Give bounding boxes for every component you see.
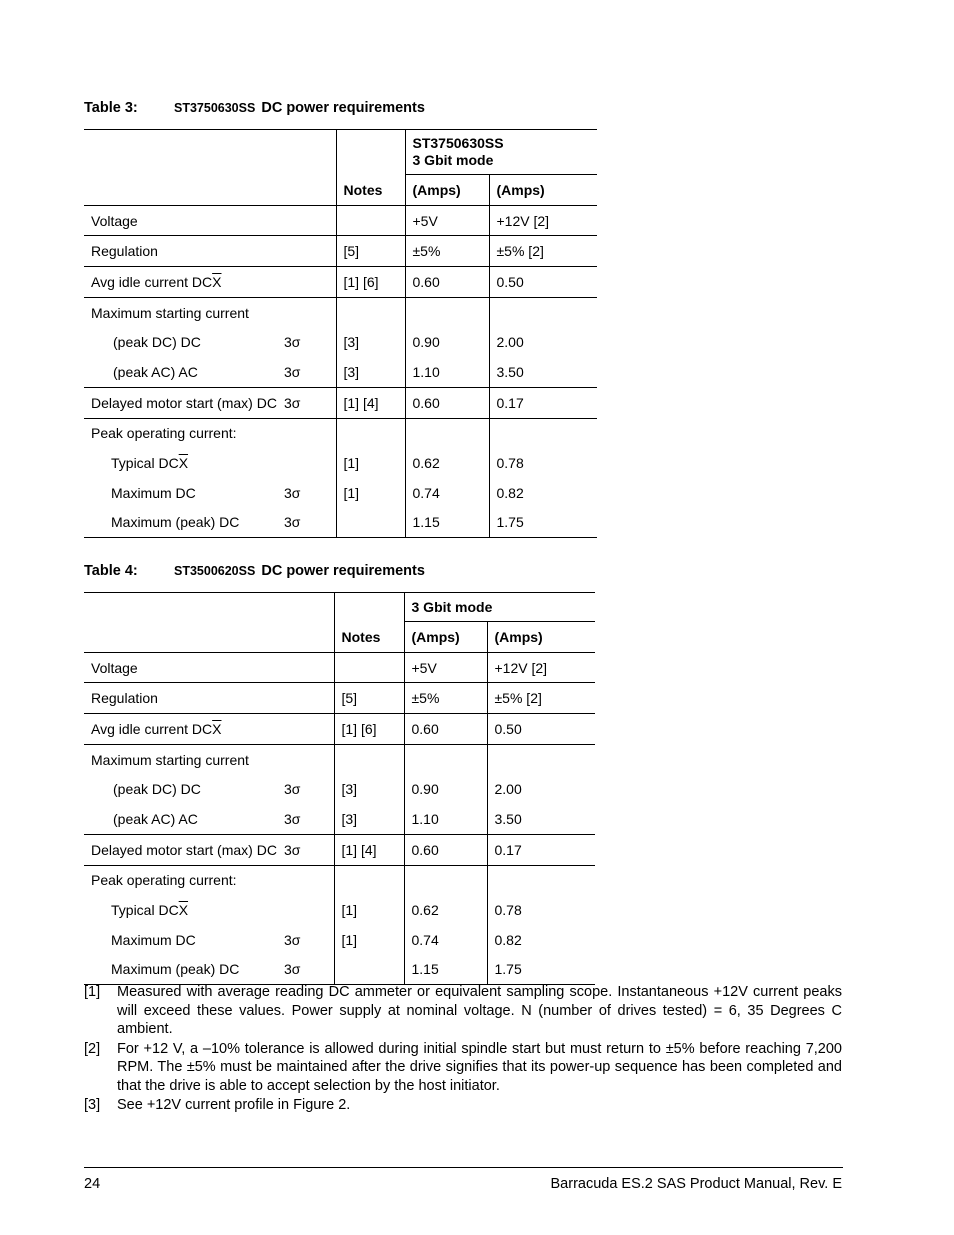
- table-row: Voltage +5V +12V [2]: [84, 205, 597, 236]
- table4-amps1-header: (Amps): [404, 622, 487, 653]
- table4-amps2-header: (Amps): [487, 622, 595, 653]
- table3-number: Table 3:: [84, 100, 138, 116]
- page-number: 24: [84, 1176, 101, 1192]
- table3-caption: [84, 100, 425, 116]
- table-row: Maximum starting current: [84, 744, 595, 774]
- table-row: Maximum (peak) DC 3σ 1.15 1.75: [84, 508, 597, 538]
- table-row: (peak DC) DC 3σ [3] 0.90 2.00: [84, 327, 597, 357]
- document-title: Barracuda ES.2 SAS Product Manual, Rev. E: [550, 1176, 842, 1192]
- table-row: Maximum starting current: [84, 297, 597, 327]
- footnote: [2] For +12 V, a –10% tolerance is allowed during initial spindle start but must return to ±5% before reaching 7,200 RPM. The ±5% must be maintained after the drive signifies that its power-up sequence has been completed and that the drive is able to accept selection by the host initiator.: [84, 1040, 842, 1094]
- table4-caption: [84, 563, 425, 579]
- table-row: Voltage +5V +12V [2]: [84, 652, 595, 683]
- table4-header-mode: 3 Gbit mode: [404, 593, 595, 622]
- table3: [84, 129, 597, 538]
- table3-amps2-header: (Amps): [489, 175, 597, 206]
- table-row: Peak operating current:: [84, 865, 595, 895]
- table-row: Delayed motor start (max) DC 3σ [1] [4] 0.60 0.17: [84, 387, 597, 418]
- table3-model: ST3750630SS: [174, 101, 256, 115]
- table4: [84, 592, 595, 985]
- table-row: Avg idle current $DC\overline{X}$ [1] [6] 0.60 0.50: [84, 714, 595, 745]
- table-row: Maximum DC 3σ [1] 0.74 0.82: [84, 925, 595, 955]
- table-row: Regulation [5] ±5% ±5% [2]: [84, 683, 595, 714]
- table4-number: Table 4:: [84, 563, 138, 579]
- table-row: Regulation [5] ±5% ±5% [2]: [84, 236, 597, 267]
- table3-header-mode: 3 Gbit mode: [412, 152, 494, 168]
- table-row: Typical $DC\overline{X}$ [1] 0.62 0.78: [84, 895, 595, 925]
- table3-notes-header: Notes: [336, 130, 405, 206]
- table-row: Avg idle current $DC\overline{X}$ [1] [6] 0.60 0.50: [84, 267, 597, 298]
- table-row: Typical $DC\overline{X}$ [1] 0.62 0.78: [84, 448, 597, 478]
- table-row: (peak DC) DC 3σ [3] 0.90 2.00: [84, 774, 595, 804]
- table-row: Maximum (peak) DC 3σ 1.15 1.75: [84, 955, 595, 985]
- table3-amps1-header: (Amps): [405, 175, 489, 206]
- footnotes: [84, 983, 842, 1116]
- table4-notes-header: Notes: [334, 593, 404, 653]
- table3-title: DC power requirements: [261, 100, 425, 116]
- footnote: [3] See +12V current profile in Figure 2.: [84, 1097, 351, 1113]
- table-row: Maximum DC 3σ [1] 0.74 0.82: [84, 478, 597, 508]
- footnote: [1] Measured with average reading DC ammeter or equivalent sampling scope. Instantaneous +12V current peaks will exceed these values. Power supply at nominal voltage. N (number of drives tested) = 6, 35 Degrees C ambient.: [84, 984, 842, 1037]
- table-row: Delayed motor start (max) DC 3σ [1] [4] 0.60 0.17: [84, 834, 595, 865]
- table-row: (peak AC) AC 3σ [3] 1.10 3.50: [84, 804, 595, 834]
- table-row: Peak operating current:: [84, 418, 597, 448]
- footer-divider: [84, 1167, 843, 1168]
- table4-title: DC power requirements: [261, 563, 425, 579]
- table3-header-model: ST3750630SS: [412, 135, 504, 151]
- table-row: (peak AC) AC 3σ [3] 1.10 3.50: [84, 357, 597, 387]
- table4-model: ST3500620SS: [174, 564, 256, 578]
